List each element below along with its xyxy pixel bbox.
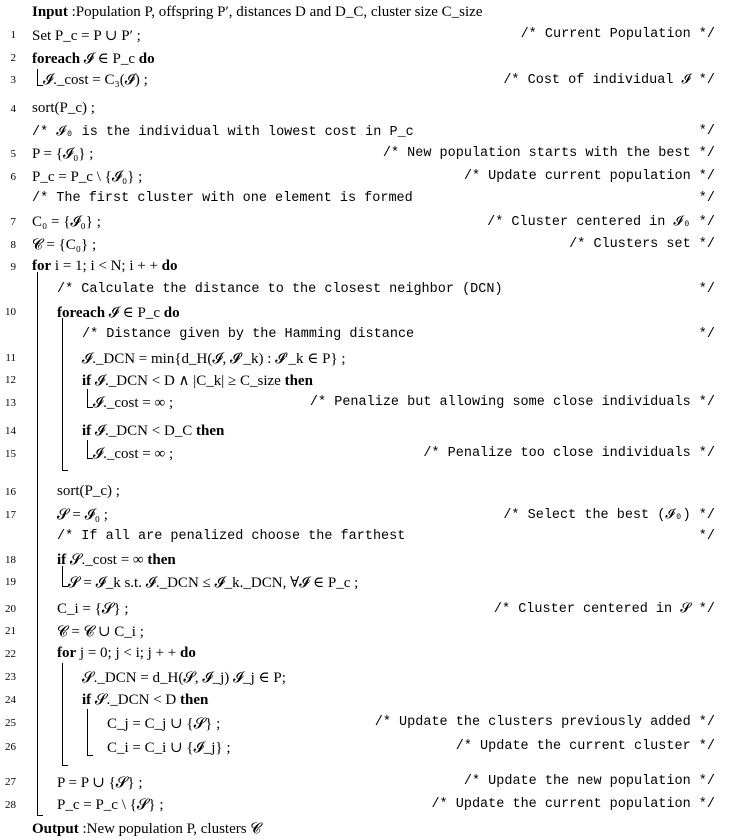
line-code: Set P_c = P ∪ P′ ;	[32, 28, 141, 44]
line-number: 14	[5, 425, 16, 437]
line-number: 28	[5, 799, 16, 811]
line-code: C_i = {𝓢} ;	[57, 601, 129, 617]
block-comment	[57, 529, 715, 544]
block-bar-end	[87, 755, 93, 756]
block-comment-text: /* Calculate the distance to the closest neighbor (DCN)	[57, 282, 503, 297]
block-bar-end	[37, 815, 43, 816]
line-number: 20	[5, 603, 16, 615]
line-code: C_i = C_i ∪ {𝓘_j} ;	[107, 740, 231, 756]
line-comment: /* Update current population */	[463, 169, 715, 184]
line-code: C_j = C_j ∪ {𝓢} ;	[107, 716, 221, 732]
line-code: C₀ = {𝓘₀} ;	[32, 214, 101, 230]
block-bar	[62, 663, 63, 765]
line-code: foreach 𝓘 ∈ P_c do	[32, 51, 155, 67]
algorithm-line	[0, 166, 729, 188]
line-code: 𝓘._cost = ∞ ;	[93, 446, 174, 462]
block-comment-text: /* 𝓘₀ is the individual with lowest cost in P_c	[32, 125, 414, 140]
line-comment: /* Update the current cluster */	[455, 739, 715, 754]
algorithm-line	[0, 712, 729, 734]
block-bar-end	[62, 765, 68, 766]
algorithm-line	[0, 571, 729, 593]
output-line	[0, 818, 729, 840]
line-code: P = {𝓘₀} ;	[32, 146, 94, 162]
algorithm-line	[0, 369, 729, 391]
line-number: 17	[5, 509, 16, 521]
line-number: 8	[10, 239, 16, 251]
block-bar	[37, 272, 38, 815]
line-code: 𝓒 = {C₀} ;	[32, 237, 97, 253]
block-comment	[32, 191, 715, 206]
line-code: 𝓢._DCN = d_H(𝓢, 𝓘_j) 𝓘_j ∈ P;	[82, 670, 286, 686]
comment-close: */	[698, 282, 715, 297]
line-comment: /* Penalize too close individuals */	[423, 446, 715, 461]
block-bar	[87, 440, 88, 458]
line-comment: /* Update the new population */	[463, 774, 715, 789]
input-text: :Population P, offspring P′, distances D and D_C, cluster size C_size	[71, 4, 483, 20]
algorithm-line	[0, 279, 729, 301]
line-code: P_c = P_c \ {𝓢} ;	[57, 797, 164, 813]
line-code: P = P ∪ {𝓢} ;	[57, 775, 143, 791]
output-label: Output	[32, 821, 79, 837]
algorithm-line	[0, 324, 729, 346]
line-comment: /* Current Population */	[520, 27, 715, 42]
line-code: if 𝓘._DCN < D ∧ |C_k| ≥ C_size then	[82, 373, 313, 389]
line-number: 9	[10, 261, 16, 273]
algorithm-line	[0, 771, 729, 793]
line-code: for j = 0; j < i; j + + do	[57, 645, 196, 661]
block-comment	[82, 327, 715, 342]
block-comment-text: /* Distance given by the Hamming distance	[82, 327, 415, 342]
line-number: 13	[5, 397, 16, 409]
line-code: if 𝓢._cost = ∞ then	[57, 552, 176, 568]
line-number: 26	[5, 741, 16, 753]
algorithm-line	[0, 69, 729, 91]
line-code: for i = 1; i < N; i + + do	[32, 258, 178, 274]
line-number: 1	[10, 29, 16, 41]
line-code: 𝓢 = 𝓘₀ ;	[57, 507, 108, 523]
line-number: 10	[5, 306, 16, 318]
line-code: if 𝓢._DCN < D then	[82, 692, 209, 708]
block-bar-end	[87, 407, 93, 408]
line-comment: /* Cost of individual 𝓘 */	[503, 73, 715, 88]
block-bar-end	[37, 85, 43, 86]
line-number: 7	[10, 216, 16, 228]
algorithm-line	[0, 420, 729, 442]
algorithm-line	[0, 689, 729, 711]
input-label: Input	[32, 4, 68, 20]
algorithm-line	[0, 504, 729, 526]
line-number: 15	[5, 448, 16, 460]
algorithm-line	[0, 794, 729, 816]
line-number: 11	[5, 352, 16, 364]
algorithm-line	[0, 143, 729, 165]
algorithm-line	[0, 443, 729, 465]
algorithm-line	[0, 211, 729, 233]
algorithm-line	[0, 392, 729, 414]
block-comment	[32, 124, 715, 140]
block-bar-end	[62, 470, 68, 471]
line-number: 6	[10, 171, 16, 183]
line-comment: /* Clusters set */	[569, 237, 715, 252]
algorithm-line	[0, 121, 729, 143]
block-bar	[87, 709, 88, 755]
line-comment: /* Cluster centered in 𝓘₀ */	[487, 215, 715, 230]
block-bar-end	[62, 586, 68, 587]
block-comment-text: /* The first cluster with one element is formed	[32, 191, 413, 206]
line-code: sort(P_c) ;	[57, 483, 120, 499]
algorithm-line	[0, 598, 729, 620]
comment-close: */	[698, 191, 715, 206]
comment-close: */	[698, 327, 715, 342]
line-code: 𝓘._cost = ∞ ;	[93, 395, 174, 411]
block-comment-text: /* If all are penalized choose the farthest	[57, 529, 406, 544]
algorithm-line	[0, 188, 729, 210]
line-comment: /* New population starts with the best */	[382, 146, 715, 161]
line-number: 18	[5, 554, 16, 566]
algorithm-line	[0, 234, 729, 256]
line-code: 𝓘._cost = C₃(𝓘) ;	[43, 72, 148, 88]
line-number: 3	[10, 74, 16, 86]
algorithm-line	[0, 24, 729, 46]
block-bar	[87, 389, 88, 407]
line-number: 21	[5, 625, 16, 637]
output-text: :New population P, clusters 𝓒	[82, 821, 261, 837]
block-comment	[57, 282, 715, 297]
line-number: 22	[5, 648, 16, 660]
line-number: 19	[5, 576, 16, 588]
line-code: foreach 𝓘 ∈ P_c do	[57, 305, 180, 321]
algorithm-line	[0, 347, 729, 369]
algorithm-line	[0, 643, 729, 665]
algorithm-line	[0, 256, 729, 278]
line-number: 23	[5, 671, 16, 683]
line-code: 𝓒 = 𝓒 ∪ C_i ;	[57, 624, 144, 640]
block-bar	[62, 318, 63, 470]
algorithm-line	[0, 301, 729, 323]
comment-close: */	[698, 124, 715, 139]
line-number: 12	[5, 374, 16, 386]
algorithm-line	[0, 526, 729, 548]
comment-close: */	[698, 529, 715, 544]
algorithm-line	[0, 666, 729, 688]
line-code: if 𝓘._DCN < D_C then	[82, 423, 225, 439]
line-number: 16	[5, 486, 16, 498]
line-code: sort(P_c) ;	[32, 100, 95, 116]
input-line	[0, 2, 729, 24]
algorithm-line	[0, 549, 729, 571]
block-bar	[37, 69, 38, 85]
line-comment: /* Update the current population */	[431, 797, 715, 812]
line-code: 𝓘._DCN = min{d_H(𝓘, 𝓘′_k) : 𝓘′_k ∈ P} ;	[82, 351, 346, 367]
line-number: 24	[5, 694, 16, 706]
line-number: 27	[5, 776, 16, 788]
line-number: 2	[10, 52, 16, 64]
line-code: 𝓢 = 𝓘_k s.t. 𝓘._DCN ≤ 𝓘_k._DCN, ∀𝓘 ∈ P_c ;	[68, 575, 359, 591]
line-number: 4	[10, 103, 16, 115]
algorithm-line	[0, 620, 729, 642]
algorithm-line	[0, 98, 729, 120]
line-comment: /* Update the clusters previously added */	[374, 715, 715, 730]
line-comment: /* Select the best (𝓘₀) */	[503, 508, 715, 523]
block-bar	[62, 566, 63, 586]
line-comment: /* Penalize but allowing some close individuals */	[309, 395, 715, 410]
algorithm-line	[0, 481, 729, 503]
algorithm-line	[0, 47, 729, 69]
line-code: P_c = P_c \ {𝓘₀} ;	[32, 169, 143, 185]
line-number: 25	[5, 717, 16, 729]
line-number: 5	[10, 148, 16, 160]
block-bar-end	[87, 458, 93, 459]
algorithm-line	[0, 736, 729, 758]
line-comment: /* Cluster centered in 𝓢 */	[493, 602, 715, 617]
